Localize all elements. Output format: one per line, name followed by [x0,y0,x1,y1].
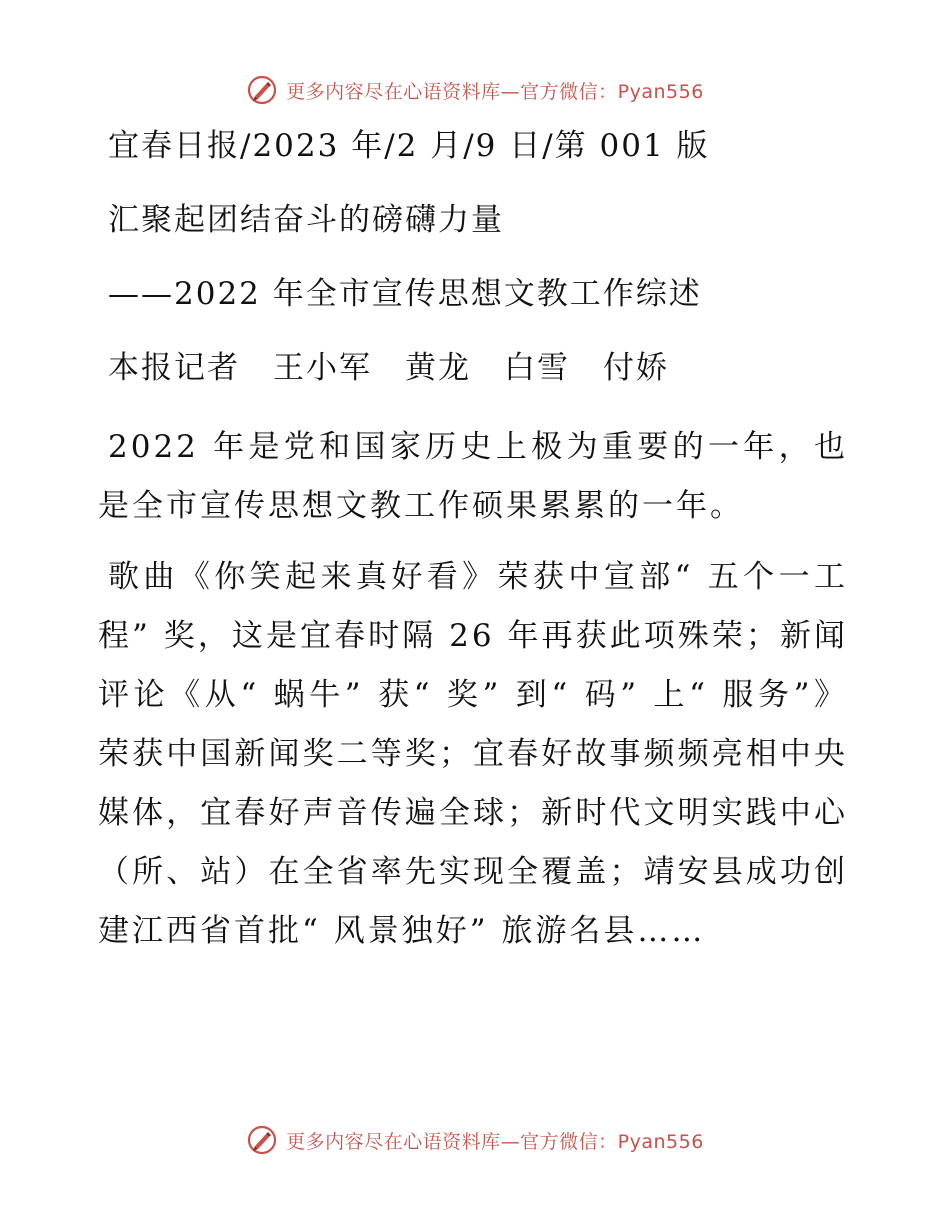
watermark-footer [0,1120,950,1160]
source-line: 宜春日报/2023 年/2 月/9 日/第 001 版 [108,128,710,164]
watermark-header [0,70,950,110]
paragraph: 歌曲《你笑起来真好看》荣获中宣部“ 五个一工程” 奖，这是宜春时隔 26 年再获此项殊荣；新闻评论《从“ 蜗牛” 获“ 奖” 到“ 码” 上“ 服务”》荣获中国新闻奖二等奖；宜春好故事频频亮相中央媒体，宜春好声音传遍全球；新时代文明实践中心（所、站）在全省率先实现全覆盖；靖安县成功创建江西省首批“ 风景独好” 旅游名县…… [98,559,848,949]
pen-seal-icon [246,74,278,106]
article [98,122,858,971]
watermark-text: 更多内容尽在心语资料库—官方微信：Pyan556 [286,1130,704,1153]
article-subtitle: ——2022 年全市宣传思想文教工作综述 [108,276,702,312]
article-title: 汇聚起团结奋斗的磅礴力量 [108,202,504,238]
paragraph: 2022 年是党和国家历史上极为重要的一年，也是全市宣传思想文教工作硕果累累的一年。 [98,429,848,524]
byline: 本报记者 王小军 黄龙 白雪 付娇 [108,350,669,386]
pen-seal-icon [246,1124,278,1156]
watermark-text: 更多内容尽在心语资料库—官方微信：Pyan556 [286,80,704,103]
